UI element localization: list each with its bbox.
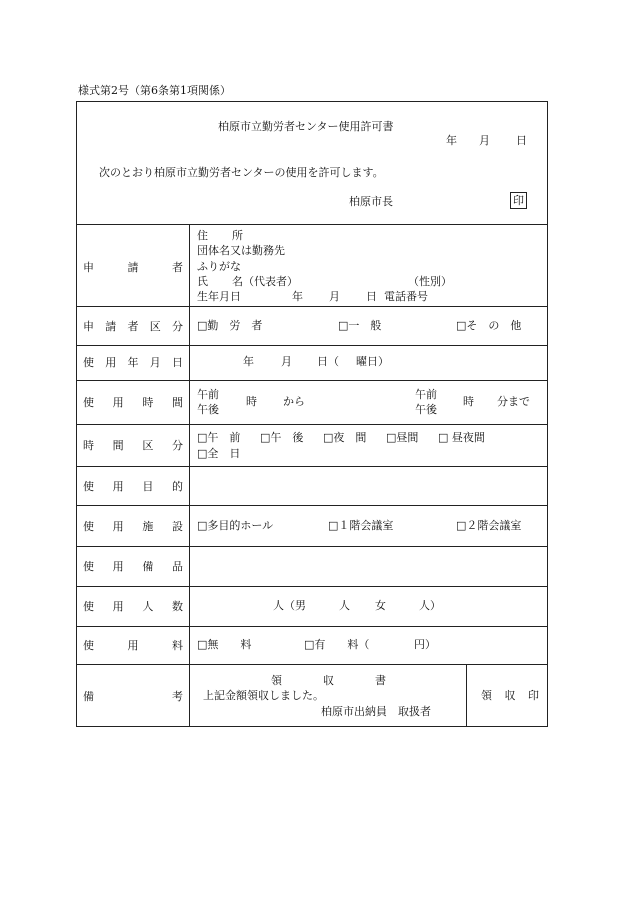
start-hour-unit: 時 <box>246 395 257 408</box>
receipt-text: 上記金額領収しました。 <box>203 689 324 702</box>
label-use-time: 使 用 時 間 <box>83 396 183 409</box>
label-equipment: 使 用 備 品 <box>83 560 183 573</box>
label-facility: 使 用 施 設 <box>83 520 183 533</box>
address-label-1: 住 <box>197 229 208 242</box>
from-label: から <box>283 395 305 408</box>
permit-title: 柏原市立勤労者センター使用許可書 <box>218 120 394 133</box>
row-divider <box>76 380 548 381</box>
time-morning-checkbox[interactable]: □午 前 <box>197 431 241 444</box>
birth-month-unit: 月 <box>329 290 340 303</box>
label-use-date: 使 用 年 月 日 <box>83 356 183 369</box>
form-frame <box>76 101 548 727</box>
form-caption: 様式第2号（第6条第1項関係） <box>78 84 231 97</box>
receipt-title-2: 収 <box>323 674 334 687</box>
start-pm: 午後 <box>197 403 219 416</box>
facility-hall-checkbox[interactable]: □多目的ホール <box>197 519 274 532</box>
address-label-2: 所 <box>232 229 243 242</box>
birth-year-unit: 年 <box>292 290 303 303</box>
fee-free-checkbox[interactable]: □無 料 <box>197 638 252 651</box>
row-divider <box>76 626 548 627</box>
use-day-unit: 日（ <box>317 355 339 368</box>
end-pm: 午後 <box>415 403 437 416</box>
receipt-seal-label: 領 収 印 <box>481 689 539 702</box>
permit-date-day: 日 <box>516 134 527 147</box>
permit-date-year: 年 <box>446 134 457 147</box>
row-divider <box>76 664 548 665</box>
use-year-unit: 年 <box>243 355 254 368</box>
label-applicant: 申 請 者 <box>83 261 183 274</box>
time-daytime-checkbox[interactable]: □昼間 <box>386 431 419 444</box>
row-divider <box>76 586 548 587</box>
column-divider <box>466 664 467 727</box>
phone-label: 電話番号 <box>384 290 428 303</box>
end-hour-unit: 時 <box>463 395 474 408</box>
row-divider <box>76 345 548 346</box>
category-other-checkbox[interactable]: □そ の 他 <box>456 319 522 332</box>
label-purpose: 使 用 目 的 <box>83 480 183 493</box>
attendees-total-unit: 人（男 <box>273 599 306 612</box>
column-divider <box>189 224 190 727</box>
name-label-1: 氏 <box>197 275 208 288</box>
row-divider <box>76 424 548 425</box>
label-fee: 使 用 料 <box>83 639 183 652</box>
seal-mark: 印 <box>510 192 527 209</box>
facility-room1-checkbox[interactable]: □１階会議室 <box>328 519 394 532</box>
time-afternoon-checkbox[interactable]: □午 後 <box>260 431 304 444</box>
row-divider <box>76 466 548 467</box>
use-month-unit: 月 <box>281 355 292 368</box>
receipt-signer: 柏原市出納員 取扱者 <box>321 705 431 718</box>
fee-yen-unit: 円） <box>414 638 436 651</box>
permit-date-month: 月 <box>479 134 490 147</box>
label-attendees: 使 用 人 数 <box>83 600 183 613</box>
start-am: 午前 <box>197 388 219 401</box>
gender-label: （性別） <box>408 275 452 288</box>
receipt-title-3: 書 <box>375 674 386 687</box>
row-divider <box>76 505 548 506</box>
attendees-female-unit: 人） <box>419 599 441 612</box>
row-divider <box>76 546 548 547</box>
attendees-female-label: 女 <box>375 599 386 612</box>
time-night-checkbox[interactable]: □夜 間 <box>323 431 367 444</box>
row-divider <box>76 306 548 307</box>
birth-date-label: 生年月日 <box>197 290 241 303</box>
issuer-name: 柏原市長 <box>349 195 393 208</box>
fee-paid-checkbox[interactable]: □有 料（ <box>304 638 370 651</box>
birth-day-unit: 日 <box>366 290 377 303</box>
time-full-day-checkbox[interactable]: □全 日 <box>197 447 241 460</box>
permit-statement: 次のとおり柏原市立勤労者センターの使用を許可します。 <box>99 166 384 179</box>
receipt-title-1: 領 <box>271 674 282 687</box>
name-label-2: 名（代表者） <box>232 275 298 288</box>
organization-label: 団体名又は勤務先 <box>197 244 285 257</box>
facility-room2-checkbox[interactable]: □２階会議室 <box>456 519 522 532</box>
row-divider <box>76 224 548 225</box>
label-applicant-category: 申 請 者 区 分 <box>83 320 183 333</box>
time-day-night-checkbox[interactable]: □ 昼夜間 <box>438 431 485 444</box>
use-weekday-unit: 曜日） <box>356 355 389 368</box>
end-minute-unit: 分まで <box>497 395 530 408</box>
furigana-label: ふりがな <box>197 260 241 273</box>
category-worker-checkbox[interactable]: □勤 労 者 <box>197 319 263 332</box>
end-am: 午前 <box>415 388 437 401</box>
label-remarks: 備 考 <box>83 690 183 703</box>
label-time-category: 時 間 区 分 <box>83 439 183 452</box>
attendees-male-unit: 人 <box>339 599 350 612</box>
category-general-checkbox[interactable]: □一 般 <box>338 319 382 332</box>
